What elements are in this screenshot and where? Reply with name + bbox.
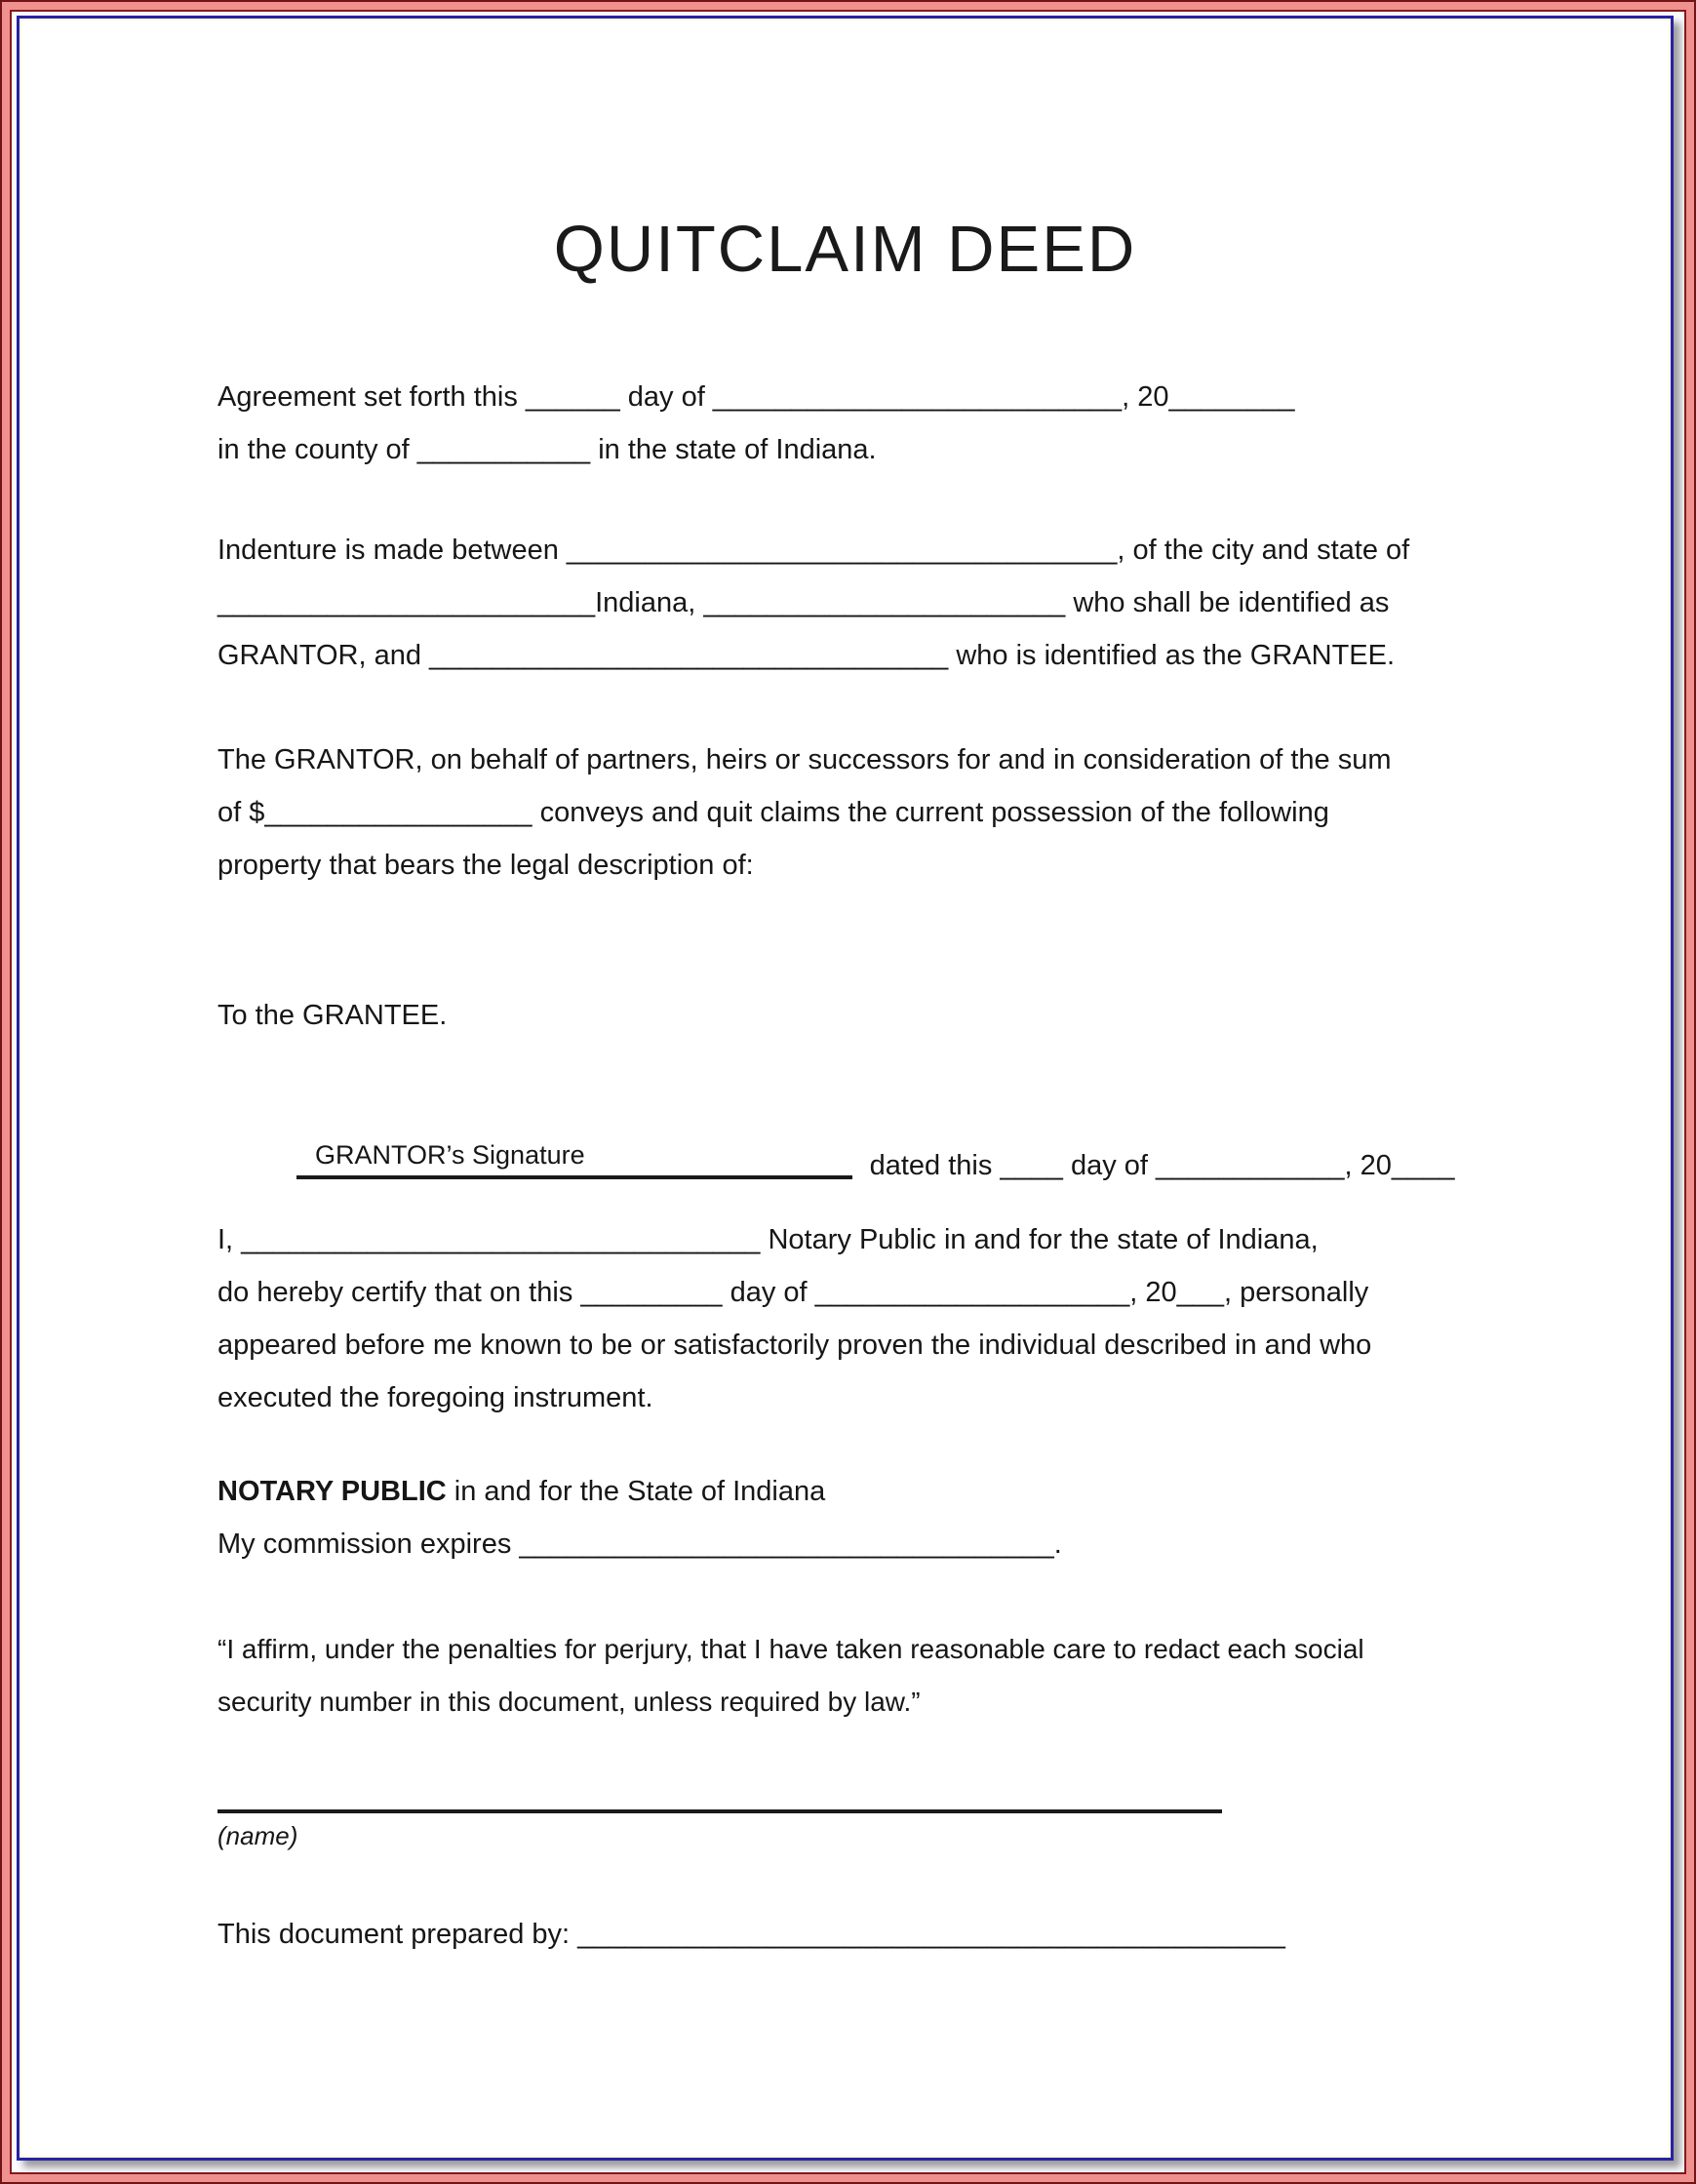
text-line: Indenture is made between ___________________________________, of the city and state of bbox=[217, 535, 1410, 566]
notary-public-strong: NOTARY PUBLIC bbox=[217, 1476, 447, 1507]
text-line: do hereby certify that on this _________ day of ____________________, 20___, personally bbox=[217, 1277, 1369, 1308]
opening-paragraph bbox=[217, 371, 1295, 476]
text-line: of $_________________ conveys and quit claims the current possession of the following bbox=[217, 797, 1329, 828]
document-page bbox=[17, 16, 1674, 2161]
document-title: QUITCLAIM DEED bbox=[553, 213, 1137, 286]
name-caption: (name) bbox=[217, 1821, 298, 1850]
text-line: GRANTOR, and _________________________________ who is identified as the GRANTEE. bbox=[217, 640, 1396, 671]
commission-expires-line: My commission expires __________________________________. bbox=[217, 1529, 1062, 1560]
grantor-conveyance-paragraph bbox=[217, 734, 1392, 892]
text-line: security number in this document, unless required by law.” bbox=[217, 1687, 921, 1717]
grantor-signature-caption: GRANTOR’s Signature bbox=[315, 1140, 585, 1170]
indenture-paragraph bbox=[217, 524, 1409, 682]
decorative-frame-gap bbox=[10, 10, 1686, 2174]
prepared-by-line: This document prepared by: _____________________________________________ bbox=[217, 1919, 1285, 1950]
text-line: property that bears the legal description of: bbox=[217, 850, 754, 881]
notary-public-title-line bbox=[217, 1465, 1062, 1518]
text-line: appeared before me known to be or satisfactorily proven the individual described in and who bbox=[217, 1330, 1372, 1361]
text-line: The GRANTOR, on behalf of partners, heirs or successors for and in consideration of the sum bbox=[217, 744, 1392, 775]
text-line: Agreement set forth this ______ day of __________________________, 20________ bbox=[217, 381, 1295, 413]
dated-text: dated this ____ day of ____________, 20____ bbox=[869, 1150, 1455, 1181]
text-line: I, _________________________________ Notary Public in and for the state of Indiana, bbox=[217, 1224, 1319, 1255]
text-line: ________________________Indiana, _______________________ who shall be identified as bbox=[217, 587, 1390, 618]
notary-certification-paragraph bbox=[217, 1213, 1371, 1424]
notary-public-block bbox=[217, 1465, 1062, 1570]
prepared-by-row bbox=[217, 1908, 1285, 1961]
grantor-signature-line bbox=[296, 1175, 852, 1179]
text-line: To the GRANTEE. bbox=[217, 1000, 448, 1031]
text-line: in the county of ___________ in the state of Indiana. bbox=[217, 434, 877, 465]
text-line: executed the foregoing instrument. bbox=[217, 1382, 653, 1413]
name-signature-line bbox=[217, 1809, 1222, 1813]
text-line: “I affirm, under the penalties for perjury, that I have taken reasonable care to redact each social bbox=[217, 1634, 1364, 1664]
grantee-line bbox=[217, 989, 447, 1042]
perjury-affirmation-paragraph bbox=[217, 1623, 1364, 1728]
notary-public-rest: in and for the State of Indiana bbox=[446, 1476, 826, 1507]
